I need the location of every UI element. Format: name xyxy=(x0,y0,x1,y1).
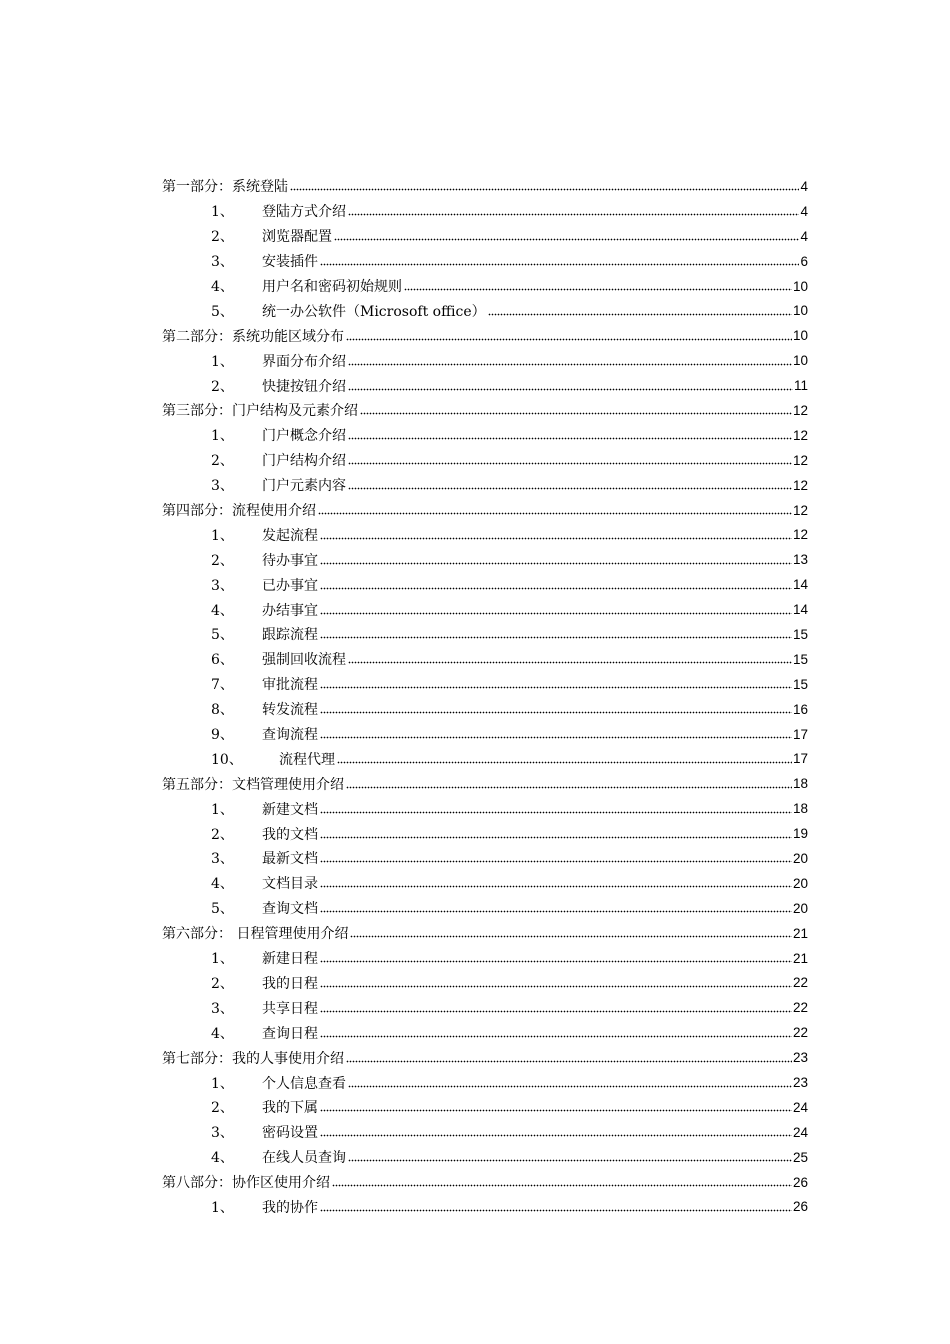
toc-sub-entry[interactable] xyxy=(162,423,808,448)
toc-entry-number: 3、 xyxy=(211,1125,234,1142)
toc-entry-number: 3、 xyxy=(211,851,234,868)
toc-entry-number: 1、 xyxy=(211,353,234,370)
toc-entry-title: 界面分布介绍 xyxy=(262,351,347,371)
toc-page-number: 12 xyxy=(792,427,808,443)
toc-dot-leader xyxy=(320,901,792,915)
toc-page-number: 16 xyxy=(792,701,808,717)
toc-page-number: 15 xyxy=(792,626,808,642)
toc-entry-title: 查询文档 xyxy=(262,898,319,918)
toc-sub-entry[interactable] xyxy=(162,1120,808,1145)
toc-entry-number: 4、 xyxy=(211,876,234,893)
toc-dot-leader xyxy=(348,354,792,368)
toc-sub-entry[interactable] xyxy=(162,1095,808,1120)
toc-sub-entry[interactable] xyxy=(162,597,808,622)
toc-entry-number: 9、 xyxy=(211,727,234,744)
toc-dot-leader xyxy=(332,1175,792,1189)
toc-dot-leader xyxy=(320,677,792,691)
toc-page-number: 15 xyxy=(792,676,808,692)
toc-page-number: 12 xyxy=(792,527,808,543)
toc-entry-title: 在线人员查询 xyxy=(262,1147,347,1167)
toc-dot-leader xyxy=(348,204,799,218)
toc-entry-number: 5、 xyxy=(211,303,234,320)
toc-entry-title: 转发流程 xyxy=(262,699,319,719)
toc-section-entry[interactable] xyxy=(162,398,808,423)
toc-page-number: 12 xyxy=(792,452,808,468)
toc-sub-entry[interactable] xyxy=(162,1070,808,1095)
toc-dot-leader xyxy=(348,1076,792,1090)
toc-sub-entry[interactable] xyxy=(162,697,808,722)
toc-dot-leader xyxy=(318,503,792,517)
toc-entry-number: 2、 xyxy=(211,552,234,569)
toc-sub-entry[interactable] xyxy=(162,746,808,771)
toc-dot-leader xyxy=(320,603,792,617)
toc-page-number: 21 xyxy=(792,950,808,966)
toc-entry-title: 门户结构介绍 xyxy=(262,450,347,470)
toc-entry-number: 3、 xyxy=(211,254,234,271)
toc-page-number: 22 xyxy=(792,1025,808,1041)
toc-dot-leader xyxy=(320,827,792,841)
toc-entry-number: 2、 xyxy=(211,229,234,246)
toc-page-number: 20 xyxy=(792,900,808,916)
toc-entry-title: 第一部分：系统登陆 xyxy=(162,176,289,196)
toc-entry-title: 快捷按钮介绍 xyxy=(262,376,347,396)
toc-entry-title: 第六部分： 日程管理使用介绍 xyxy=(162,923,349,943)
toc-entry-number: 1、 xyxy=(211,204,234,221)
toc-page-number: 20 xyxy=(792,875,808,891)
toc-page-number: 20 xyxy=(792,850,808,866)
toc-dot-leader xyxy=(320,578,792,592)
toc-entry-number: 4、 xyxy=(211,602,234,619)
toc-page-number: 15 xyxy=(792,651,808,667)
toc-dot-leader xyxy=(404,279,792,293)
toc-sub-entry[interactable] xyxy=(162,522,808,547)
toc-entry-title: 已办事宜 xyxy=(262,575,319,595)
toc-page-number: 22 xyxy=(792,975,808,991)
toc-sub-entry[interactable] xyxy=(162,298,808,323)
toc-entry-title: 门户概念介绍 xyxy=(262,425,347,445)
toc-dot-leader xyxy=(348,1150,792,1164)
toc-entry-number: 4、 xyxy=(211,1025,234,1042)
toc-entry-title: 个人信息查看 xyxy=(262,1073,347,1093)
toc-entry-title: 第五部分：文档管理使用介绍 xyxy=(162,774,345,794)
toc-dot-leader xyxy=(320,976,792,990)
toc-dot-leader xyxy=(320,702,792,716)
toc-sub-entry[interactable] xyxy=(162,995,808,1020)
toc-dot-leader xyxy=(320,1100,792,1114)
toc-page-number: 23 xyxy=(792,1075,808,1090)
toc-dot-leader xyxy=(320,254,799,268)
toc-page-number: 26 xyxy=(792,1199,808,1215)
toc-page-number: 13 xyxy=(792,552,808,568)
toc-entry-number: 1、 xyxy=(211,951,234,968)
toc-entry-title: 新建文档 xyxy=(262,799,319,819)
toc-page-number: 25 xyxy=(792,1149,808,1165)
toc-page-number: 18 xyxy=(792,801,808,817)
toc-dot-leader xyxy=(346,1051,792,1065)
toc-entry-title: 最新文档 xyxy=(262,848,319,868)
toc-entry-title: 强制回收流程 xyxy=(262,649,347,669)
toc-dot-leader xyxy=(348,453,792,467)
toc-page-number: 14 xyxy=(792,577,808,593)
toc-entry-number: 1、 xyxy=(211,1199,234,1216)
toc-dot-leader xyxy=(320,851,792,865)
toc-dot-leader xyxy=(334,229,799,243)
toc-entry-title: 第七部分：我的人事使用介绍 xyxy=(162,1048,345,1068)
toc-page-number: 4 xyxy=(800,228,808,244)
toc-entry-title: 第二部分：系统功能区域分布 xyxy=(162,326,345,346)
toc-page-number: 22 xyxy=(792,1000,808,1016)
toc-dot-leader xyxy=(320,727,792,741)
toc-sub-entry[interactable] xyxy=(162,871,808,896)
toc-section-entry[interactable] xyxy=(162,323,808,348)
toc-entry-title: 共享日程 xyxy=(262,998,319,1018)
toc-dot-leader xyxy=(488,304,792,318)
toc-dot-leader xyxy=(348,652,792,666)
toc-entry-number: 2、 xyxy=(211,826,234,843)
toc-page-number: 6 xyxy=(800,253,808,269)
toc-page-number: 21 xyxy=(792,925,808,941)
toc-entry-title: 我的协作 xyxy=(262,1197,319,1217)
toc-sub-entry[interactable] xyxy=(162,622,808,647)
toc-entry-title: 密码设置 xyxy=(262,1122,319,1142)
toc-dot-leader xyxy=(320,1125,792,1139)
toc-sub-entry[interactable] xyxy=(162,1145,808,1170)
toc-dot-leader xyxy=(348,478,792,492)
toc-page-number: 12 xyxy=(792,502,808,518)
toc-entry-title: 我的日程 xyxy=(262,973,319,993)
toc-dot-leader xyxy=(320,627,792,641)
toc-section-entry[interactable] xyxy=(162,771,808,796)
toc-section-entry[interactable] xyxy=(162,1170,808,1195)
toc-entry-number: 1、 xyxy=(211,527,234,544)
toc-dot-leader xyxy=(320,802,792,816)
toc-entry-title: 新建日程 xyxy=(262,948,319,968)
toc-entry-title: 浏览器配置 xyxy=(262,226,333,246)
toc-page-number: 10 xyxy=(792,278,808,294)
toc-entry-number: 3、 xyxy=(211,1000,234,1017)
toc-sub-entry[interactable] xyxy=(162,199,808,224)
toc-entry-number: 6、 xyxy=(211,652,234,669)
toc-sub-entry[interactable] xyxy=(162,274,808,299)
toc-entry-number: 3、 xyxy=(211,478,234,495)
toc-sub-entry[interactable] xyxy=(162,796,808,821)
toc-sub-entry[interactable] xyxy=(162,821,808,846)
toc-page-number: 4 xyxy=(800,178,808,194)
toc-sub-entry[interactable] xyxy=(162,722,808,747)
toc-page-number: 14 xyxy=(792,602,808,618)
toc-sub-entry[interactable] xyxy=(162,1195,808,1220)
toc-section-entry[interactable] xyxy=(162,921,808,946)
toc-entry-number: 2、 xyxy=(211,378,234,395)
toc-dot-leader xyxy=(350,926,792,940)
toc-sub-entry[interactable] xyxy=(162,473,808,498)
toc-page-number: 10 xyxy=(792,353,808,369)
toc-sub-entry[interactable] xyxy=(162,647,808,672)
toc-sub-entry[interactable] xyxy=(162,672,808,697)
toc-entry-title: 文档目录 xyxy=(262,873,319,893)
toc-entry-number: 4、 xyxy=(211,279,234,295)
toc-page-number: 12 xyxy=(792,477,808,493)
toc-dot-leader xyxy=(348,428,792,442)
toc-entry-title: 跟踪流程 xyxy=(262,624,319,644)
toc-dot-leader xyxy=(290,179,799,193)
toc-entry-title: 查询日程 xyxy=(262,1023,319,1043)
toc-entry-number: 2、 xyxy=(211,1100,234,1117)
toc-sub-entry[interactable] xyxy=(162,224,808,249)
toc-entry-title: 登陆方式介绍 xyxy=(262,201,347,221)
toc-dot-leader xyxy=(320,951,792,965)
toc-entry-title: 门户元素内容 xyxy=(262,475,347,495)
toc-dot-leader xyxy=(320,1026,792,1040)
toc-sub-entry[interactable] xyxy=(162,572,808,597)
toc-entry-number: 3、 xyxy=(211,577,234,594)
toc-dot-leader xyxy=(320,553,792,567)
toc-entry-number: 2、 xyxy=(211,453,234,470)
toc-dot-leader xyxy=(337,752,792,766)
toc-entry-title: 用户名和密码初始规则 xyxy=(262,276,403,296)
toc-sub-entry[interactable] xyxy=(162,348,808,373)
toc-dot-leader xyxy=(320,528,792,542)
toc-section-entry[interactable] xyxy=(162,498,808,523)
toc-entry-title: 安装插件 xyxy=(262,251,319,271)
toc-section-entry[interactable] xyxy=(162,174,808,199)
toc-entry-title: 我的下属 xyxy=(262,1097,319,1117)
toc-entry-title: 待办事宜 xyxy=(262,550,319,570)
toc-entry-number: 5、 xyxy=(211,901,234,918)
toc-page-number: 26 xyxy=(792,1174,808,1190)
toc-entry-title: 我的文档 xyxy=(262,824,319,844)
toc-entry-title: 查询流程 xyxy=(262,724,319,744)
toc-page-number: 12 xyxy=(792,402,808,418)
toc-page-number: 4 xyxy=(800,203,808,219)
toc-entry-title: 流程代理 xyxy=(279,749,336,769)
toc-entry-title: 第三部分：门户结构及元素介绍 xyxy=(162,400,359,420)
toc-dot-leader xyxy=(320,876,792,890)
toc-sub-entry[interactable] xyxy=(162,448,808,473)
toc-sub-entry[interactable] xyxy=(162,846,808,871)
toc-entry-number: 4、 xyxy=(211,1150,234,1167)
toc-entry-title: 办结事宜 xyxy=(262,600,319,620)
toc-page-number: 17 xyxy=(792,751,808,767)
toc-page-number: 10 xyxy=(792,303,808,319)
toc-page-number: 19 xyxy=(792,826,808,842)
toc-dot-leader xyxy=(320,1200,792,1214)
toc-page-number: 11 xyxy=(793,378,808,394)
toc-dot-leader xyxy=(346,329,792,343)
toc-sub-entry[interactable] xyxy=(162,1020,808,1045)
toc-page-number: 10 xyxy=(792,328,808,344)
toc-entry-number: 10、 xyxy=(211,751,243,768)
toc-entry-number: 5、 xyxy=(211,627,234,644)
toc-entry-number: 2、 xyxy=(211,975,234,992)
toc-page-number: 18 xyxy=(792,776,808,792)
toc-page-number: 24 xyxy=(792,1099,808,1115)
toc-entry-number: 1、 xyxy=(211,801,234,818)
toc-dot-leader xyxy=(346,777,792,791)
toc-dot-leader xyxy=(320,1001,792,1015)
toc-page-number: 23 xyxy=(792,1050,808,1066)
toc-sub-entry[interactable] xyxy=(162,971,808,996)
toc-entry-title: 发起流程 xyxy=(262,525,319,545)
toc-entry-number: 1、 xyxy=(211,1075,234,1092)
toc-dot-leader xyxy=(360,403,792,417)
toc-entry-number: 7、 xyxy=(211,677,234,694)
toc-sub-entry[interactable] xyxy=(162,249,808,274)
toc-sub-entry[interactable] xyxy=(162,373,808,398)
toc-page-number: 24 xyxy=(792,1124,808,1140)
toc-sub-entry[interactable] xyxy=(162,896,808,921)
toc-entry-number: 1、 xyxy=(211,428,234,445)
toc-entry-title: 统一办公软件（Microsoft office） xyxy=(262,301,487,321)
toc-entry-number: 8、 xyxy=(211,702,234,719)
toc-page-number: 17 xyxy=(792,726,808,742)
toc-entry-title: 第八部分：协作区使用介绍 xyxy=(162,1172,331,1192)
toc-dot-leader xyxy=(348,379,793,393)
toc-sub-entry[interactable] xyxy=(162,547,808,572)
toc-entry-title: 审批流程 xyxy=(262,674,319,694)
toc-sub-entry[interactable] xyxy=(162,946,808,971)
toc-section-entry[interactable] xyxy=(162,1045,808,1070)
table-of-contents xyxy=(162,174,808,1219)
toc-entry-title: 第四部分：流程使用介绍 xyxy=(162,500,317,520)
